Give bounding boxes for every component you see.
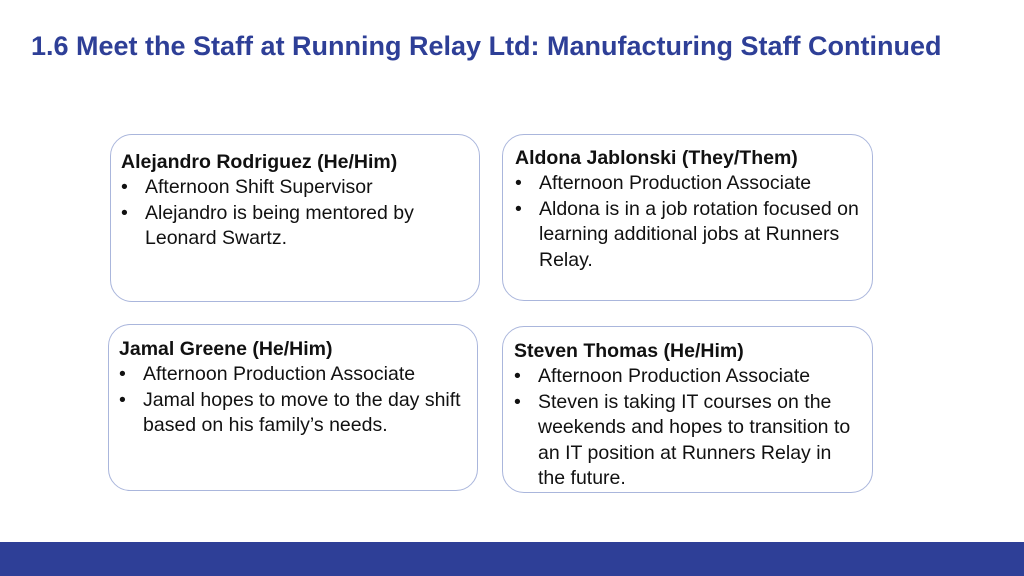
staff-card-alejandro-rodriguez	[110, 134, 480, 302]
staff-role	[121, 175, 469, 201]
staff-note	[121, 201, 469, 252]
staff-note-text: Alejandro is being mentored by Leonard Swartz.	[145, 201, 414, 249]
staff-note-text: Aldona is in a job rotation focused on learning additional jobs at Runners Relay.	[539, 197, 859, 271]
footer-bar	[0, 542, 1024, 576]
staff-details-list	[119, 362, 467, 439]
staff-role	[119, 362, 467, 388]
staff-role-text: Afternoon Shift Supervisor	[145, 176, 373, 198]
bullet-icon: •	[119, 363, 126, 385]
staff-role-text: Afternoon Production Associate	[539, 172, 812, 194]
staff-note	[515, 197, 862, 274]
bullet-icon: •	[121, 201, 128, 224]
staff-role	[514, 364, 862, 390]
bullet-icon: •	[121, 176, 128, 198]
staff-details-list	[515, 171, 862, 273]
slide-title: 1.6 Meet the Staff at Running Relay Ltd: Manufacturing Staff Continued	[31, 31, 942, 61]
staff-note	[119, 388, 467, 439]
staff-role	[515, 171, 862, 197]
staff-note-text: Steven is taking IT courses on the weekends and hopes to transition to an IT position at Runners Relay in the future.	[538, 390, 851, 489]
staff-name: Alejandro Rodriguez (He/Him)	[121, 151, 398, 173]
staff-details-list	[121, 175, 469, 252]
staff-role-text: Afternoon Production Associate	[538, 365, 811, 387]
staff-card-steven-thomas	[502, 326, 873, 493]
staff-name: Steven Thomas (He/Him)	[514, 340, 744, 362]
bullet-icon: •	[119, 388, 126, 411]
bullet-icon: •	[514, 390, 521, 413]
bullet-icon: •	[515, 172, 522, 194]
staff-role-text: Afternoon Production Associate	[143, 363, 416, 385]
staff-note-text: Jamal hopes to move to the day shift based on his family’s needs.	[143, 388, 461, 436]
staff-details-list	[514, 364, 862, 492]
staff-card-aldona-jablonski	[502, 134, 873, 301]
staff-name: Jamal Greene (He/Him)	[119, 338, 333, 360]
bullet-icon: •	[515, 197, 522, 220]
staff-card-jamal-greene	[108, 324, 478, 491]
bullet-icon: •	[514, 365, 521, 387]
staff-note	[514, 390, 862, 492]
staff-name: Aldona Jablonski (They/Them)	[515, 147, 798, 169]
